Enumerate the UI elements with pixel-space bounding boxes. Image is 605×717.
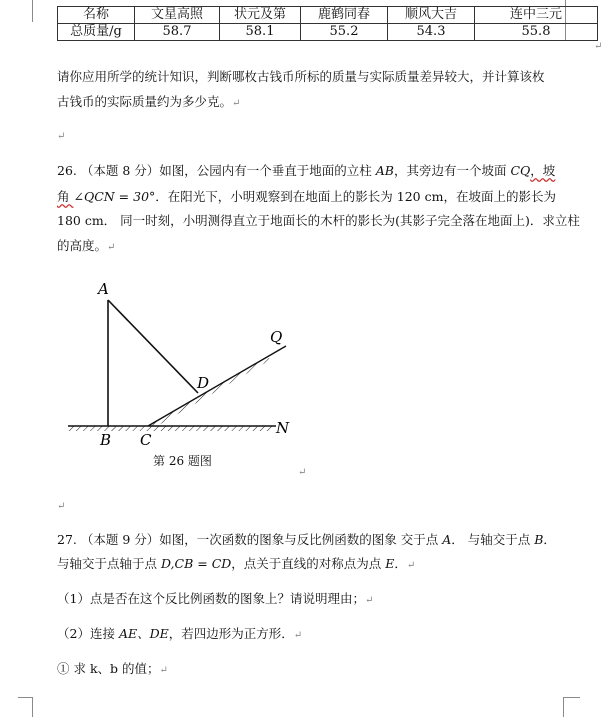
- paragraph-mark-icon: ↵: [364, 595, 374, 606]
- segment-ab: AB: [375, 163, 394, 178]
- text: ，点关于直线的对称点为点: [231, 556, 386, 571]
- point-b: B: [534, 532, 544, 547]
- table-cell: 连中三元: [475, 7, 598, 24]
- question-prev-line2: [57, 89, 240, 116]
- empty-paragraph: [57, 122, 65, 149]
- table-cell: 54.3: [388, 24, 475, 41]
- text: 请你应用所学的统计知识，判断哪枚古钱币所标的质量与实际质量差异较大，并计算该枚: [57, 69, 545, 84]
- q27-sub3: [57, 656, 168, 683]
- text: 26. （本题 8 分）如图，公园内有一个垂直于地面的立柱: [57, 163, 376, 178]
- corner-mark-bottom-left: [18, 697, 33, 717]
- table-cell: 状元及第: [220, 7, 301, 24]
- point-a: A: [442, 532, 452, 547]
- q27-line1: [57, 527, 556, 552]
- slope-line-cq: [148, 346, 286, 426]
- coin-mass-table: [57, 6, 598, 41]
- text: ，若四边形为正方形．: [168, 626, 294, 641]
- paragraph-mark-icon: ↵: [594, 41, 603, 52]
- geometry-figure: [60, 270, 310, 450]
- paragraph-mark-icon: ↵: [293, 630, 303, 641]
- label-q: Q: [270, 328, 283, 346]
- label-c: C: [140, 431, 152, 449]
- label-d: D: [197, 374, 210, 392]
- text: 180 cm． 同一时刻，小明测得直立于地面长的木杆的影长为(其影子完全落在地面上)．求立柱: [57, 213, 580, 228]
- table-cell: 58.1: [220, 24, 301, 41]
- text: ．在阳光下，小明观察到在地面上的影长为 120 cm，在坡面上的影长为: [155, 189, 556, 204]
- paragraph-mark-icon: ↵: [232, 98, 241, 109]
- text: （1）点是否在这个反比例函数的图象上？请说明理由；: [57, 591, 365, 606]
- text: 古钱币的实际质量约为多少克。: [57, 94, 233, 109]
- text: ． 与轴交于点: [451, 532, 535, 547]
- table-cell: 55.2: [301, 24, 388, 41]
- q26-line3: [57, 208, 580, 233]
- slope-hatching: [148, 356, 270, 429]
- ground-hatching: [68, 426, 274, 431]
- text: ① 求 k、b 的值；: [57, 661, 160, 676]
- paragraph-mark-icon: ↵: [406, 560, 416, 571]
- q26-line2: [57, 184, 556, 209]
- text: 的高度。: [57, 238, 108, 253]
- equation-cb-cd: D,CB = CD: [160, 556, 232, 571]
- q27-line2: [57, 551, 415, 578]
- table-cell: 55.8: [475, 24, 598, 41]
- paragraph-mark-icon: ↵: [57, 131, 66, 142]
- text: ，其旁边有一个坡面: [393, 163, 511, 178]
- text: ，坡: [530, 163, 556, 178]
- segments-ae-de: AE、DE: [118, 626, 169, 641]
- label-a: A: [98, 280, 109, 298]
- corner-mark-bottom-right: [563, 697, 580, 717]
- q26-line4: [57, 233, 115, 260]
- table-cell: 顺风大吉: [388, 7, 475, 24]
- table-row: [58, 24, 598, 41]
- label-b: B: [100, 431, 112, 449]
- text: （2）连接: [57, 626, 119, 641]
- paragraph-mark-icon: ↵: [57, 501, 66, 512]
- table-cell: 名称: [58, 7, 135, 24]
- table-cell: 58.7: [135, 24, 220, 41]
- point-e: E: [385, 556, 395, 571]
- text: ．: [394, 556, 407, 571]
- label-n: N: [276, 419, 290, 437]
- angle-qcn: ∠QCN = 30°: [73, 189, 156, 204]
- q26-line1: [57, 158, 555, 183]
- q27-sub1: [57, 586, 373, 613]
- ray-ad: [108, 300, 198, 393]
- figure-caption: 第 26 题图: [153, 454, 212, 468]
- text: 角: [57, 189, 74, 204]
- table-cell: 文星高照: [135, 7, 220, 24]
- table-cell: 总质量/g: [58, 24, 135, 41]
- text: 与轴交于点轴于点: [57, 556, 161, 571]
- table-header-row: [58, 7, 598, 24]
- paragraph-mark-icon: ↵: [159, 665, 168, 676]
- segment-cq: CQ: [510, 163, 531, 178]
- corner-mark-top-left: [18, 0, 33, 22]
- paragraph-mark-icon: ↵: [298, 467, 307, 478]
- table-cell: 鹿鹤同春: [301, 7, 388, 24]
- text: 27. （本题 9 分）如图，一次函数的图象与反比例函数的图象 交于点: [57, 532, 443, 547]
- paragraph-mark-icon: ↵: [107, 242, 116, 253]
- q27-sub2: [57, 621, 302, 648]
- empty-paragraph: [57, 492, 65, 519]
- question-prev-line1: [57, 64, 545, 89]
- text: ．: [543, 532, 556, 547]
